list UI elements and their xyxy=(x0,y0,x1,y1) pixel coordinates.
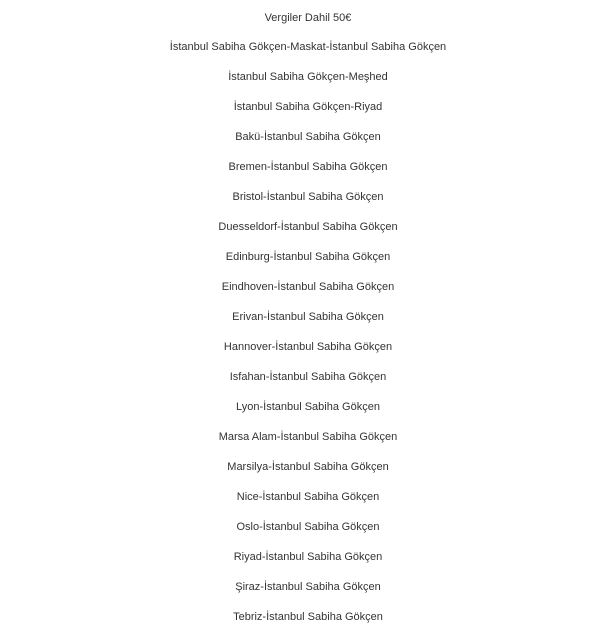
route-item[interactable] xyxy=(0,247,608,277)
route-label[interactable]: Bremen-İstanbul Sabiha Gökçen xyxy=(228,161,388,173)
route-label[interactable]: Eindhoven-İstanbul Sabiha Gökçen xyxy=(221,281,395,293)
route-item[interactable] xyxy=(0,397,608,427)
route-item[interactable] xyxy=(0,157,608,187)
route-item[interactable] xyxy=(0,277,608,307)
route-item[interactable] xyxy=(0,457,608,487)
route-label[interactable]: Hannover-İstanbul Sabiha Gökçen xyxy=(223,341,393,353)
route-label[interactable]: Bristol-İstanbul Sabiha Gökçen xyxy=(232,191,384,203)
route-item[interactable] xyxy=(0,487,608,517)
route-item[interactable] xyxy=(0,97,608,127)
route-label[interactable]: Bakü-İstanbul Sabiha Gökçen xyxy=(235,131,381,143)
route-label[interactable]: İstanbul Sabiha Gökçen-Riyad xyxy=(233,101,383,113)
route-label[interactable]: Edinburg-İstanbul Sabiha Gökçen xyxy=(225,251,391,263)
route-item[interactable] xyxy=(0,217,608,247)
route-item[interactable] xyxy=(0,547,608,577)
route-list xyxy=(0,37,608,637)
route-item[interactable] xyxy=(0,307,608,337)
route-item[interactable] xyxy=(0,37,608,67)
route-label[interactable]: Erivan-İstanbul Sabiha Gökçen xyxy=(232,311,384,323)
route-label[interactable]: Marsilya-İstanbul Sabiha Gökçen xyxy=(227,461,389,473)
route-label[interactable]: Şiraz-İstanbul Sabiha Gökçen xyxy=(235,581,381,593)
route-item[interactable] xyxy=(0,187,608,217)
route-label[interactable]: Oslo-İstanbul Sabiha Gökçen xyxy=(236,521,380,533)
route-item[interactable] xyxy=(0,427,608,457)
price-text: Vergiler Dahil 50€ xyxy=(264,12,352,24)
route-item[interactable] xyxy=(0,337,608,367)
route-item[interactable] xyxy=(0,577,608,607)
route-item[interactable] xyxy=(0,607,608,637)
route-item[interactable] xyxy=(0,517,608,547)
route-label[interactable]: Lyon-İstanbul Sabiha Gökçen xyxy=(236,401,380,413)
route-label[interactable]: İstanbul Sabiha Gökçen-Maskat-İstanbul Sabiha Gökçen xyxy=(169,41,447,53)
route-label[interactable]: İstanbul Sabiha Gökçen-Meşhed xyxy=(228,71,388,83)
route-label[interactable]: Riyad-İstanbul Sabiha Gökçen xyxy=(233,551,383,563)
route-label[interactable]: Tebriz-İstanbul Sabiha Gökçen xyxy=(233,611,383,623)
route-item[interactable] xyxy=(0,67,608,97)
route-label[interactable]: Isfahan-İstanbul Sabiha Gökçen xyxy=(229,371,387,383)
route-item[interactable] xyxy=(0,367,608,397)
route-label[interactable]: Marsa Alam-İstanbul Sabiha Gökçen xyxy=(218,431,398,443)
route-item[interactable] xyxy=(0,127,608,157)
route-label[interactable]: Nice-İstanbul Sabiha Gökçen xyxy=(236,491,380,503)
route-label[interactable]: Duesseldorf-İstanbul Sabiha Gökçen xyxy=(218,221,398,233)
